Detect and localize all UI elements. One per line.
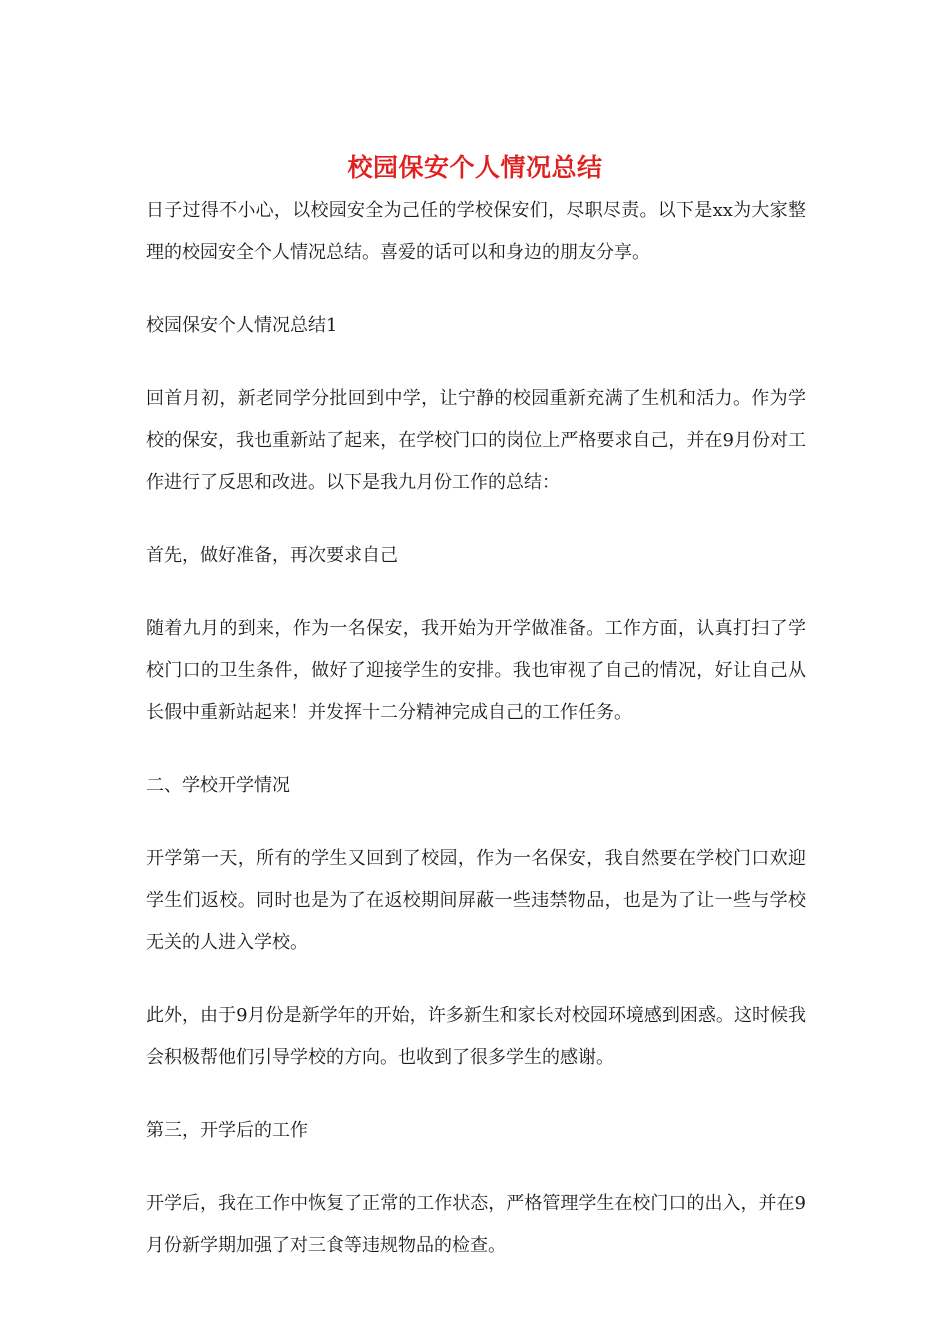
paragraph-after-start: 开学后，我在工作中恢复了正常的工作状态，严格管理学生在校门口的出入，并在9月份新学期加强了对三食等违规物品的检查。 (146, 1193, 806, 1256)
document-title: 校园保安个人情况总结 (347, 153, 603, 182)
paragraph-new-students: 此外，由于9月份是新学年的开始，许多新生和家长对校园环境感到困惑。这时候我会积极帮他们引导学校的方向。也收到了很多学生的感谢。 (146, 1005, 806, 1068)
section-heading-first: 首先，做好准备，再次要求自己 (146, 545, 398, 566)
section-heading-second: 二、学校开学情况 (146, 775, 290, 796)
section-heading-summary-1: 校园保安个人情况总结1 (146, 315, 338, 336)
paragraph-preparation: 随着九月的到来，作为一名保安，我开始为开学做准备。工作方面，认真打扫了学校门口的卫生条件，做好了迎接学生的安排。我也审视了自己的情况，好让自己从长假中重新站起来！并发挥十二分精神完成自己的工作任务。 (146, 618, 806, 723)
section-heading-third: 第三，开学后的工作 (146, 1120, 308, 1141)
paragraph-review: 回首月初，新老同学分批回到中学，让宁静的校园重新充满了生机和活力。作为学校的保安，我也重新站了起来，在学校门口的岗位上严格要求自己，并在9月份对工作进行了反思和改进。以下是我九月份工作的总结： (146, 388, 806, 493)
document-body (146, 190, 806, 1298)
paragraph-first-day: 开学第一天，所有的学生又回到了校园，作为一名保安，我自然要在学校门口欢迎学生们返校。同时也是为了在返校期间屏蔽一些违禁物品，也是为了让一些与学校无关的人进入学校。 (146, 848, 806, 953)
intro-paragraph: 日子过得不小心，以校园安全为己任的学校保安们，尽职尽责。以下是xx为大家整理的校园安全个人情况总结。喜爱的话可以和身边的朋友分享。 (146, 200, 806, 263)
